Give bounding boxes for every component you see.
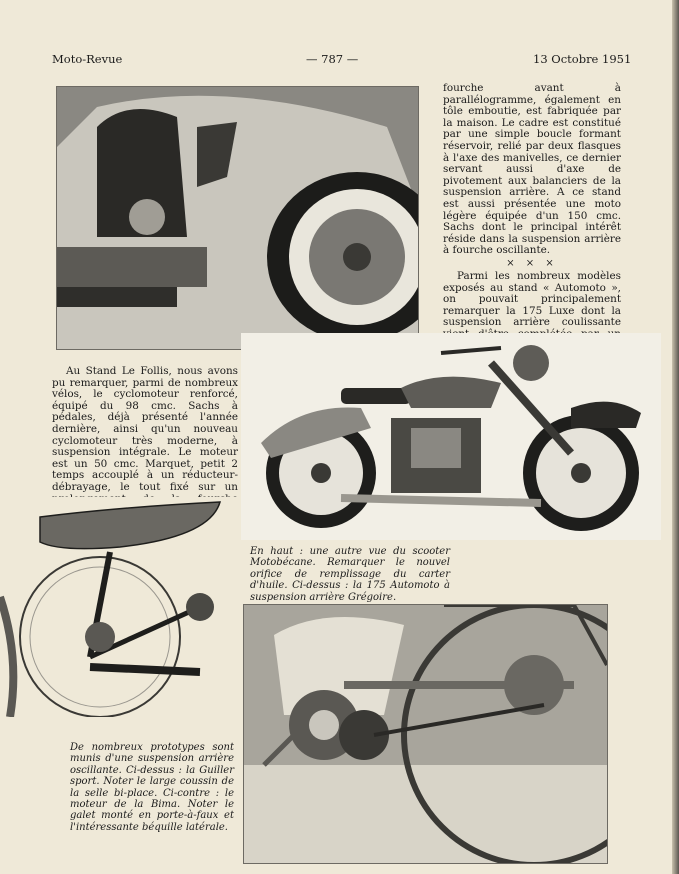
paragraph-frame: fourche avant à parallélogramme, également en tôle emboutie, est fabriquée par la maison. Le cadre est constitué par une simple boucle formant réservoir, relié par deux flasques à l'axe des manivelles, ce dernier servant aussi d'axe de pivotement aux balanciers de la suspension arrière. A ce stand est aussi présentée une moto légère équipée d'un 150 cmc. Sachs dont le principal intérêt réside dans la suspension arrière à fourche oscillante.	[443, 82, 621, 257]
caption-scooter-motorcycle: En haut : une autre vue du scooter Motobécane. Remarquer le nouvel orifice de remplissage du carter d'huile. Ci-dessus : la 175 Automoto à suspension arrière Grégoire.	[250, 546, 450, 603]
issue-date: 13 Octobre 1951	[533, 52, 632, 66]
journal-title: Moto-Revue	[52, 52, 123, 66]
caption-prototypes: De nombreux prototypes sont munis d'une suspension arrière oscillante. Ci-dessus : la Guiller sport. Noter le large coussin de la selle bi-place. Ci-contre : le moteur de la Bima. Noter le galet monté en porte-à-faux et l'intéressante béquille latérale.	[70, 742, 234, 833]
paragraph-automoto: Parmi les nombreux modèles exposés au stand « Automoto », on pouvait principalement remarquer la 175 Luxe dont la suspension arrière coulissante	[443, 269, 621, 329]
paragraph-le-follis: Au Stand Le Follis, nous avons pu remarquer, parmi de nombreux vélos, le cyclomoteur renforcé, équipé du 98 cmc. Sachs à pédales, déjà présenté l'année dernière, ainsi qu'un nouveau cyclomoteur très moderne, à suspension intégrale. Le moteur est un 50 cmc. Marquet, petit 2 temps accouplé à un réducteur-débrayage, le tout fixé sur un	[52, 365, 238, 493]
motorcycle-photo	[241, 333, 661, 540]
page-edge-shadow	[672, 0, 679, 874]
bima-engine-photo	[243, 604, 608, 864]
scooter-photo	[56, 86, 419, 350]
section-separator: × × ×	[506, 257, 558, 269]
page-number: — 787 —	[306, 52, 359, 66]
guiller-drawing	[0, 497, 240, 717]
